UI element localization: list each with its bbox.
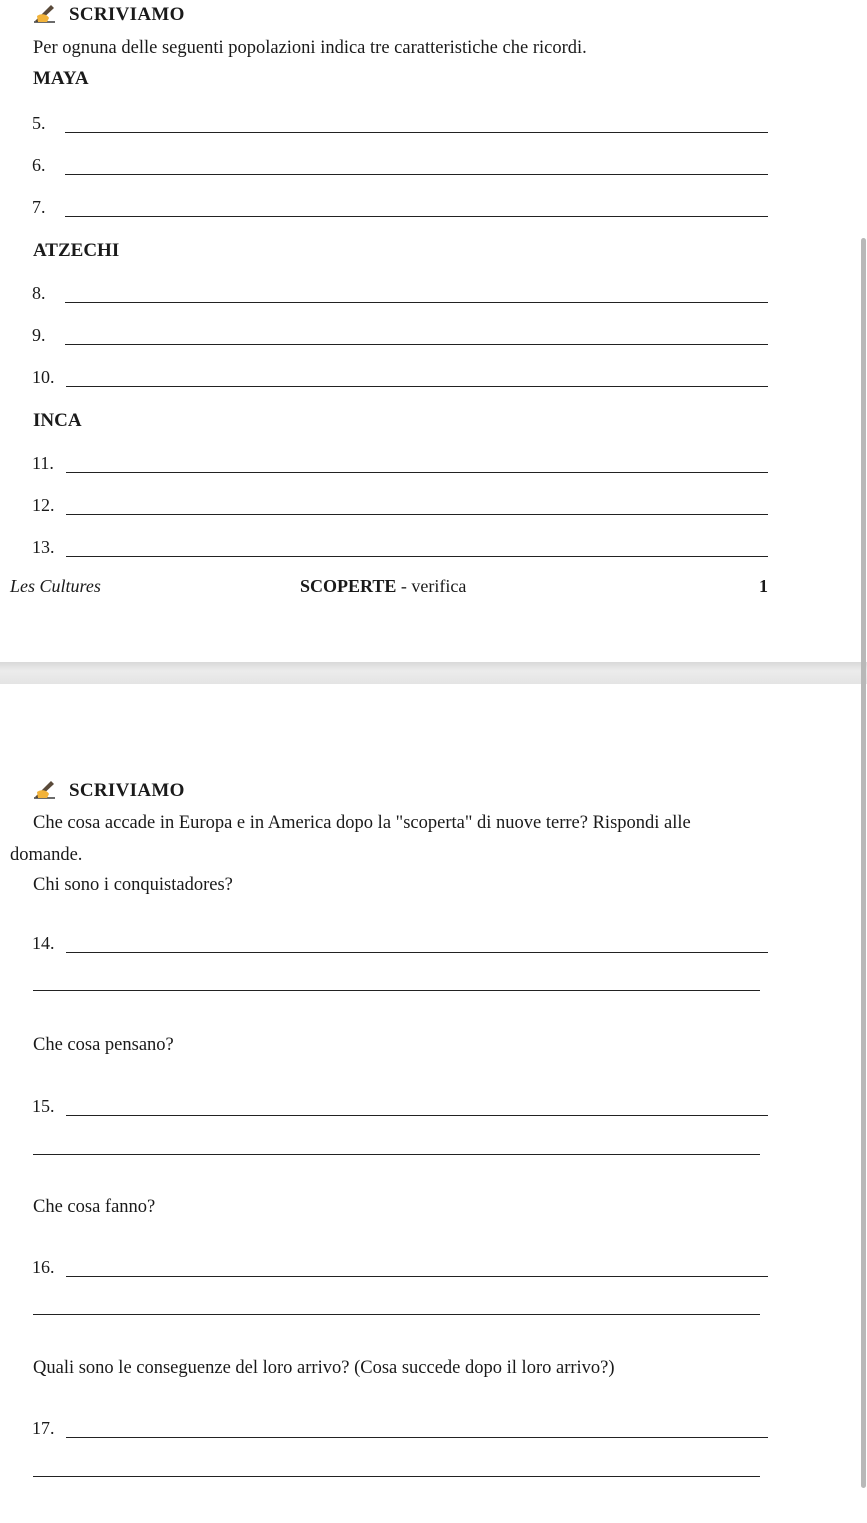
answer-line-14b[interactable]: [33, 990, 760, 991]
instruction-line-2: domande.: [10, 845, 83, 865]
answer-line-13[interactable]: 13.: [32, 537, 768, 561]
answer-line-10[interactable]: 10.: [32, 367, 768, 391]
writing-hand-icon: [33, 3, 57, 23]
instruction-line-1: Che cosa accade in Europa e in America dopo la "scoperta" di nuove terre? Rispondi alle: [33, 813, 691, 833]
worksheet-page-2: [0, 684, 858, 1523]
answer-line-15[interactable]: 15.: [32, 1096, 768, 1120]
answer-line-8[interactable]: 8.: [32, 283, 768, 307]
answer-line-17b[interactable]: [33, 1476, 760, 1477]
section-header: [33, 3, 185, 26]
question-16: Che cosa fanno?: [33, 1197, 156, 1217]
section-title-atzechi: ATZECHI: [33, 240, 120, 261]
answer-line-11[interactable]: 11.: [32, 453, 768, 477]
answer-line-15b[interactable]: [33, 1154, 760, 1155]
worksheet-page-1: [0, 0, 858, 662]
footer-center: SCOPERTE - verifica: [300, 576, 467, 596]
answer-line-14[interactable]: 14.: [32, 933, 768, 957]
page-number: 1: [759, 576, 768, 596]
question-17: Quali sono le conseguenze del loro arrivo? (Cosa succede dopo il loro arrivo?): [33, 1358, 615, 1378]
answer-line-16b[interactable]: [33, 1314, 760, 1315]
answer-line-5[interactable]: 5.: [32, 113, 768, 137]
question-15: Che cosa pensano?: [33, 1035, 174, 1055]
footer-left: Les Cultures: [10, 576, 101, 596]
instruction: Per ognuna delle seguenti popolazioni indica tre caratteristiche che ricordi.: [33, 38, 587, 58]
header-title: SCRIVIAMO: [69, 780, 185, 801]
answer-line-17[interactable]: 17.: [32, 1418, 768, 1442]
answer-line-7[interactable]: 7.: [32, 197, 768, 221]
answer-line-9[interactable]: 9.: [32, 325, 768, 349]
section-header: [33, 779, 185, 802]
page-separator: [0, 662, 867, 684]
answer-line-16[interactable]: 16.: [32, 1257, 768, 1281]
question-14: Chi sono i conquistadores?: [33, 875, 233, 895]
answer-line-12[interactable]: 12.: [32, 495, 768, 519]
section-title-maya: MAYA: [33, 68, 89, 89]
answer-line-6[interactable]: 6.: [32, 155, 768, 179]
writing-hand-icon: [33, 779, 57, 799]
scrollbar[interactable]: [861, 238, 866, 1488]
section-title-inca: INCA: [33, 410, 82, 431]
header-title: SCRIVIAMO: [69, 4, 185, 25]
